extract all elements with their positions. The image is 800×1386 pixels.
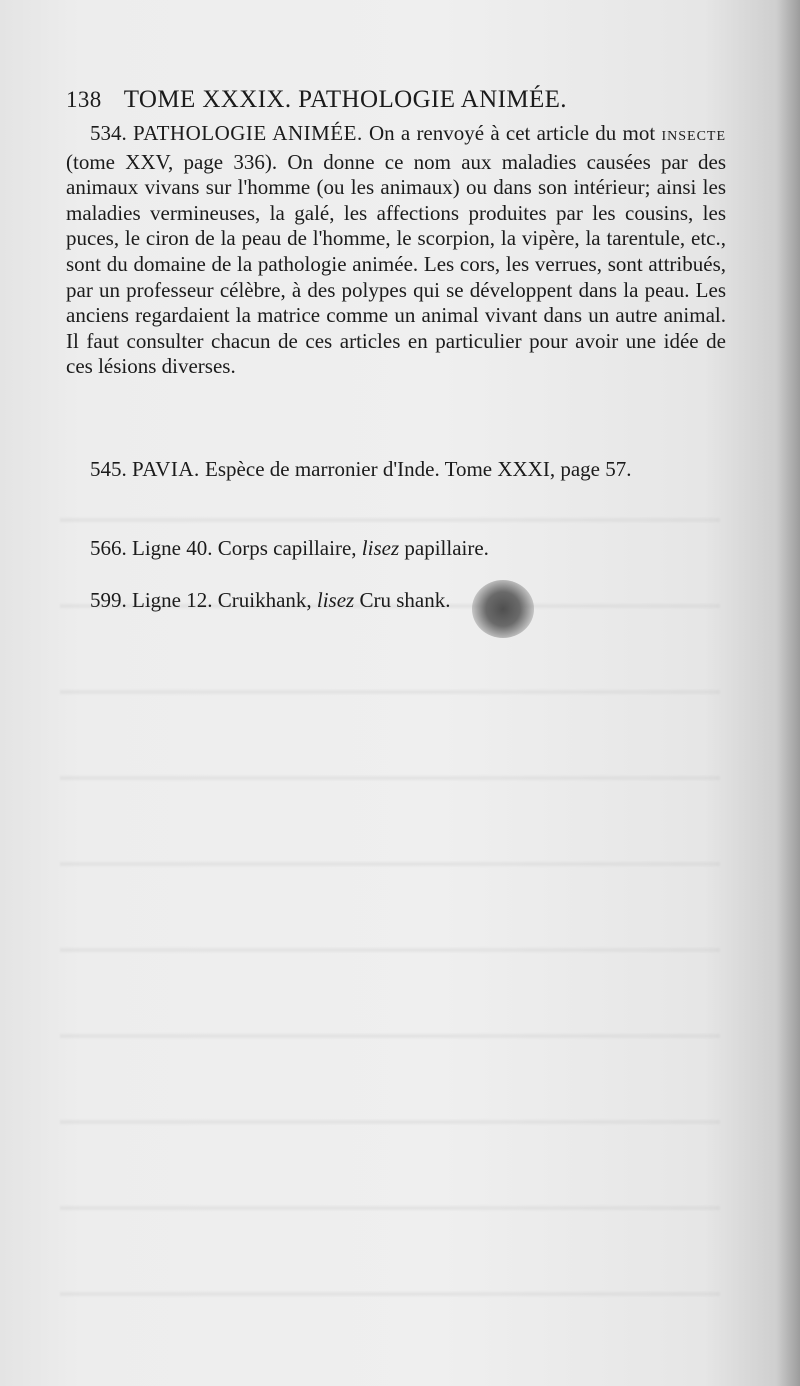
entry-text: Ligne 12. Cruikhank, (132, 588, 312, 612)
entry-text: Espèce de marronier d'Inde. Tome XXXI, page 57. (205, 457, 632, 481)
entry-number: 566. (90, 536, 127, 560)
running-title: TOME XXXIX. PATHOLOGIE ANIMÉE. (123, 86, 567, 113)
entry-534 (66, 121, 726, 380)
running-header (66, 86, 567, 114)
entry-566 (66, 536, 726, 562)
entry-number: 534. (90, 121, 127, 145)
entry-number: 599. (90, 588, 127, 612)
entry-545 (66, 457, 726, 483)
entry-italic: lisez (361, 536, 400, 560)
entry-text: Cru shank. (359, 588, 451, 612)
entry-text: papillaire. (404, 536, 489, 560)
page-number: 138 (66, 87, 102, 112)
entry-text: Ligne 40. Corps capillaire, (132, 536, 357, 560)
entry-heading: PAVIA. (132, 457, 200, 481)
entry-heading: PATHOLOGIE ANIMÉE. (133, 121, 363, 145)
entry-599 (66, 588, 726, 614)
entry-number: 545. (90, 457, 127, 481)
entry-italic: lisez (316, 588, 355, 612)
entry-text: (tome XXV, page 336). On donne ce nom aux maladies causées par des animaux vivans sur l'homme (ou les animaux) ou dans son intérieur; ainsi les maladies vermineuses, la galé, les affections produites par les cousins, les puces, le ciron de la peau de l'homme, le scorpion, la vipère, la tarentule, etc., sont du domaine de la pathologie animée. Les cors, les verrues, sont attribués, par un professeur célèbre, à des polypes qui se développent dans la peau. Les anciens regardaient la matrice comme un animal vivant dans un autre animal. Il faut consulter chacun de ces articles en particulier pour avoir une idée de ces lésions diverses. (66, 149, 726, 379)
entry-text: On a renvoyé à cet article du mot (368, 121, 656, 145)
entry-smallcaps: INSECTE (661, 129, 727, 144)
